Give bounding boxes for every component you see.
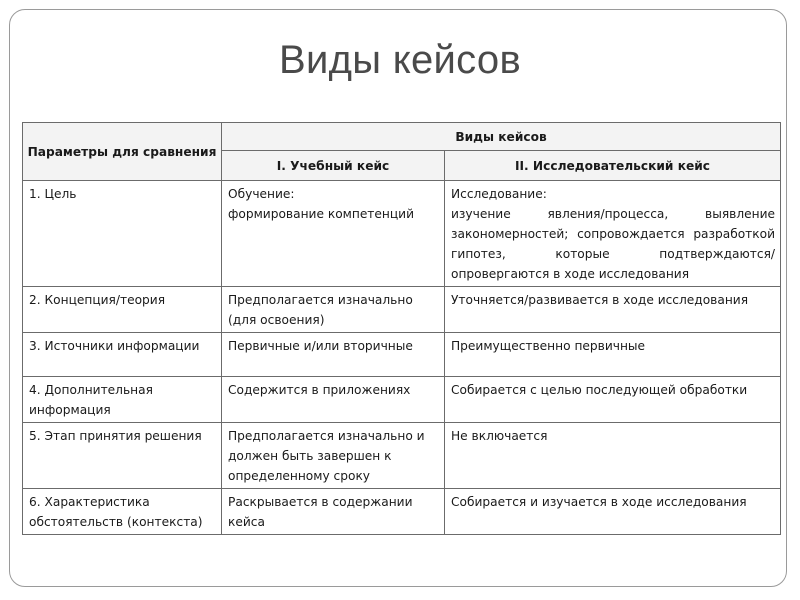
research-cell: Собирается с целью последующей обработки	[445, 377, 781, 423]
table-header-row	[23, 123, 781, 151]
table-row	[23, 181, 781, 287]
cell-line: Обучение:	[228, 187, 295, 201]
educational-cell: Предполагается изначально и должен быть завершен к определенному сроку	[222, 423, 445, 489]
educational-cell: Содержится в приложениях	[222, 377, 445, 423]
param-cell: 3. Источники информации	[23, 333, 222, 377]
cell-line: Исследование:	[451, 187, 547, 201]
header-case-types: Виды кейсов	[222, 123, 781, 151]
research-cell: Не включается	[445, 423, 781, 489]
research-cell: Уточняется/развивается в ходе исследования	[445, 287, 781, 333]
header-research-case: II. Исследовательский кейс	[445, 151, 781, 181]
table-row	[23, 333, 781, 377]
research-cell: Преимущественно первичные	[445, 333, 781, 377]
table-row	[23, 423, 781, 489]
slide-title: Виды кейсов	[278, 38, 521, 82]
table-row	[23, 489, 781, 535]
educational-cell: Раскрывается в содержании кейса	[222, 489, 445, 535]
param-cell: 6. Характеристика обстоятельств (контекста)	[23, 489, 222, 535]
educational-cell: Первичные и/или вторичные	[222, 333, 445, 377]
param-cell: 2. Концепция/теория	[23, 287, 222, 333]
header-parameters: Параметры для сравнения	[23, 123, 222, 181]
educational-cell: Предполагается изначально (для освоения)	[222, 287, 445, 333]
cell-line: изучение явления/процесса, выявление закономерностей; сопровождается разработкой гипотез, которые подтверждаются/опровергаются в ходе исследования	[451, 207, 776, 281]
param-cell: 1. Цель	[23, 181, 222, 287]
comparison-table	[22, 122, 781, 535]
table-row	[23, 377, 781, 423]
table-row	[23, 287, 781, 333]
header-educational-case: I. Учебный кейс	[222, 151, 445, 181]
param-cell: 4. Дополнительная информация	[23, 377, 222, 423]
param-cell: 5. Этап принятия решения	[23, 423, 222, 489]
cell-line: формирование компетенций	[228, 207, 415, 221]
research-cell: Собирается и изучается в ходе исследования	[445, 489, 781, 535]
research-cell	[445, 181, 781, 287]
educational-cell	[222, 181, 445, 287]
